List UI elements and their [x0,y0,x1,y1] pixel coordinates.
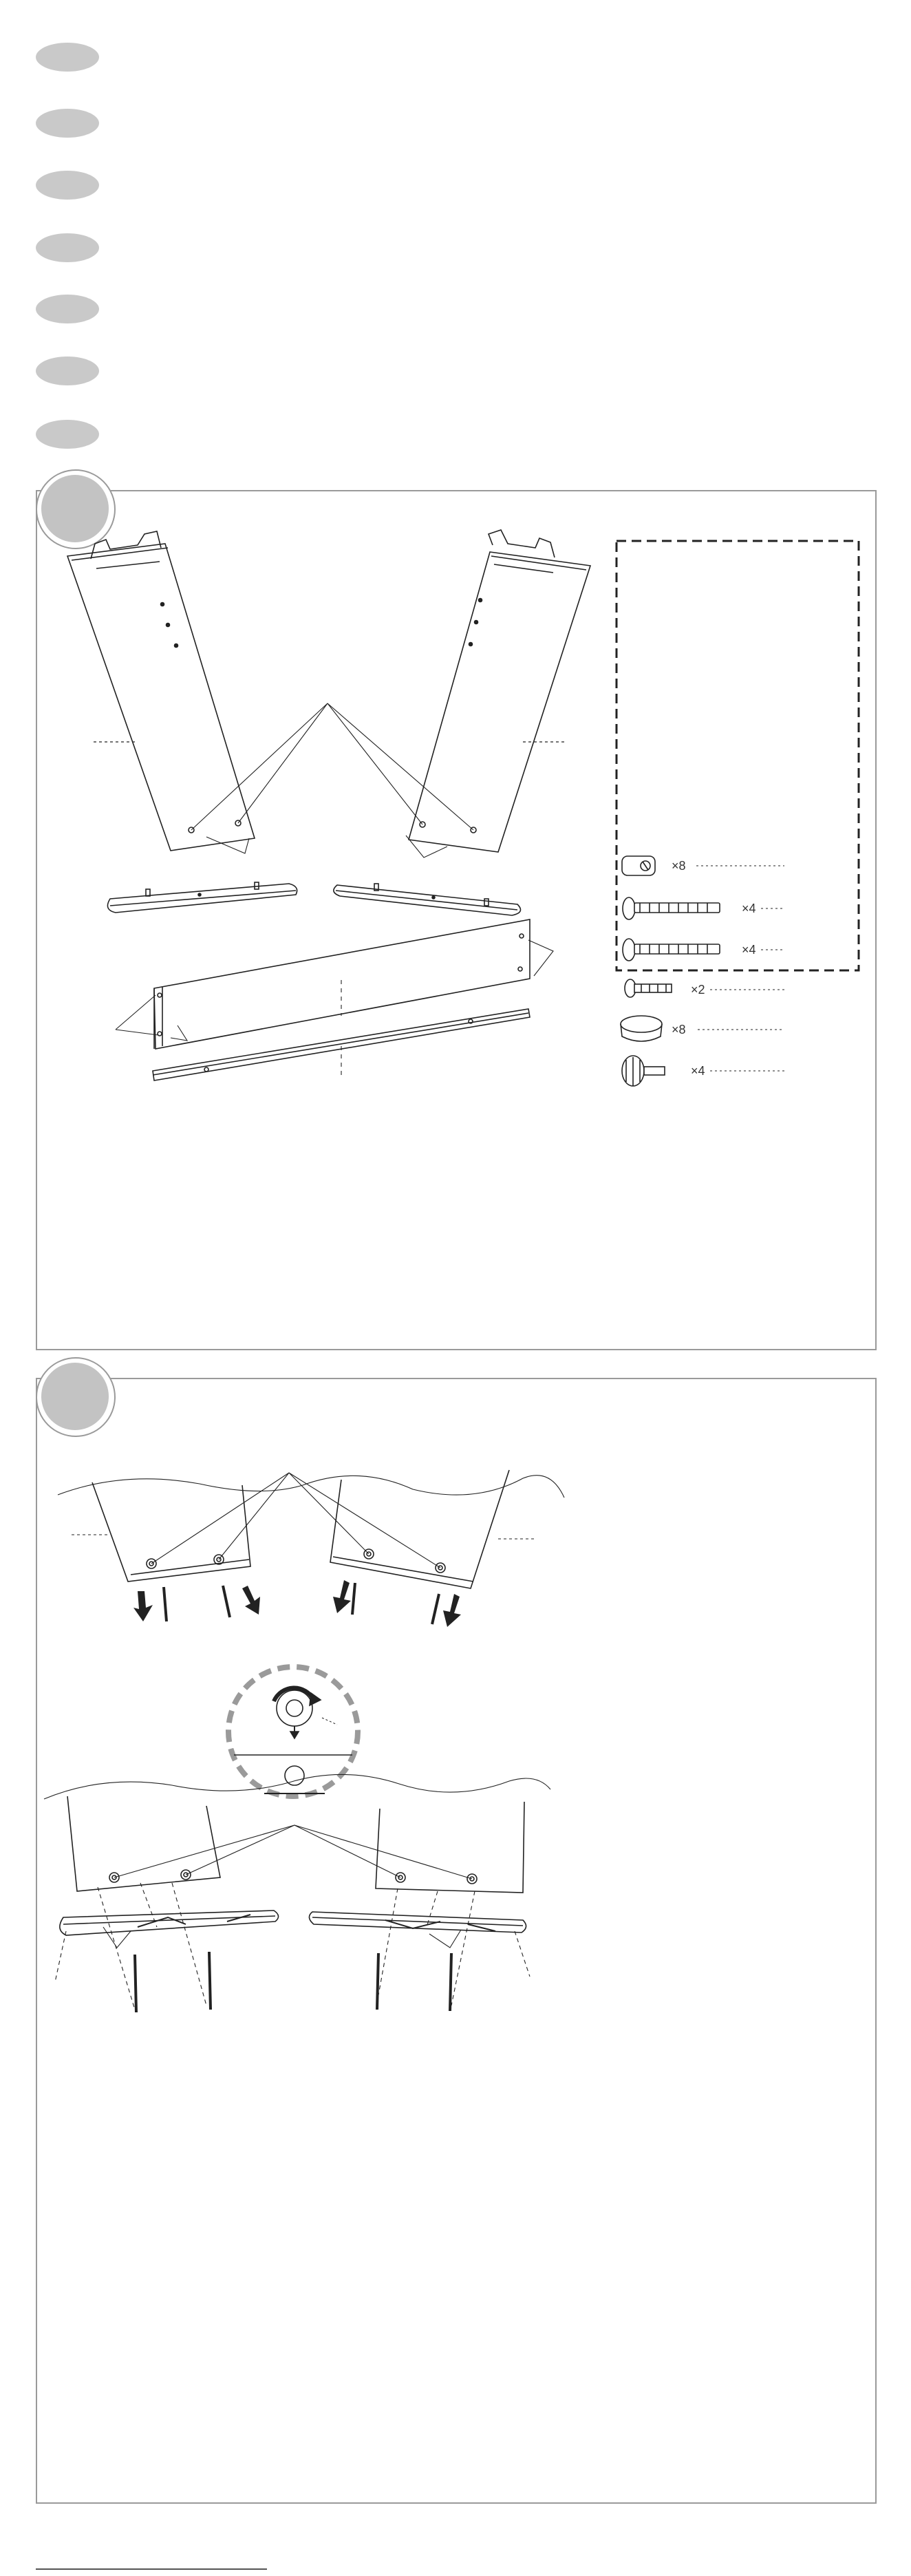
removed-bolts [164,1583,439,1624]
detail-magnifier [228,1667,358,1796]
footer-rule [36,2568,267,2570]
qty-cover-cap: ×8 [672,1023,686,1036]
step2-left-panel-lower [67,1796,220,1891]
qty-cam-lock: ×8 [672,859,686,873]
removal-arrows [133,1580,461,1627]
qty-short-screw: ×2 [691,983,705,997]
qty-connector-bolt: ×4 [742,943,756,957]
step2-left-panel [72,1482,250,1582]
step2-left-foot [60,1910,279,1935]
qty-long-bolt: ×4 [742,902,756,915]
step2-right-foot [309,1912,526,1933]
step2-right-panel-lower [376,1802,524,1893]
step2-right-panel [330,1470,537,1588]
insert-bolts [135,1952,451,2012]
qty-leveler-foot: ×4 [691,1064,705,1078]
